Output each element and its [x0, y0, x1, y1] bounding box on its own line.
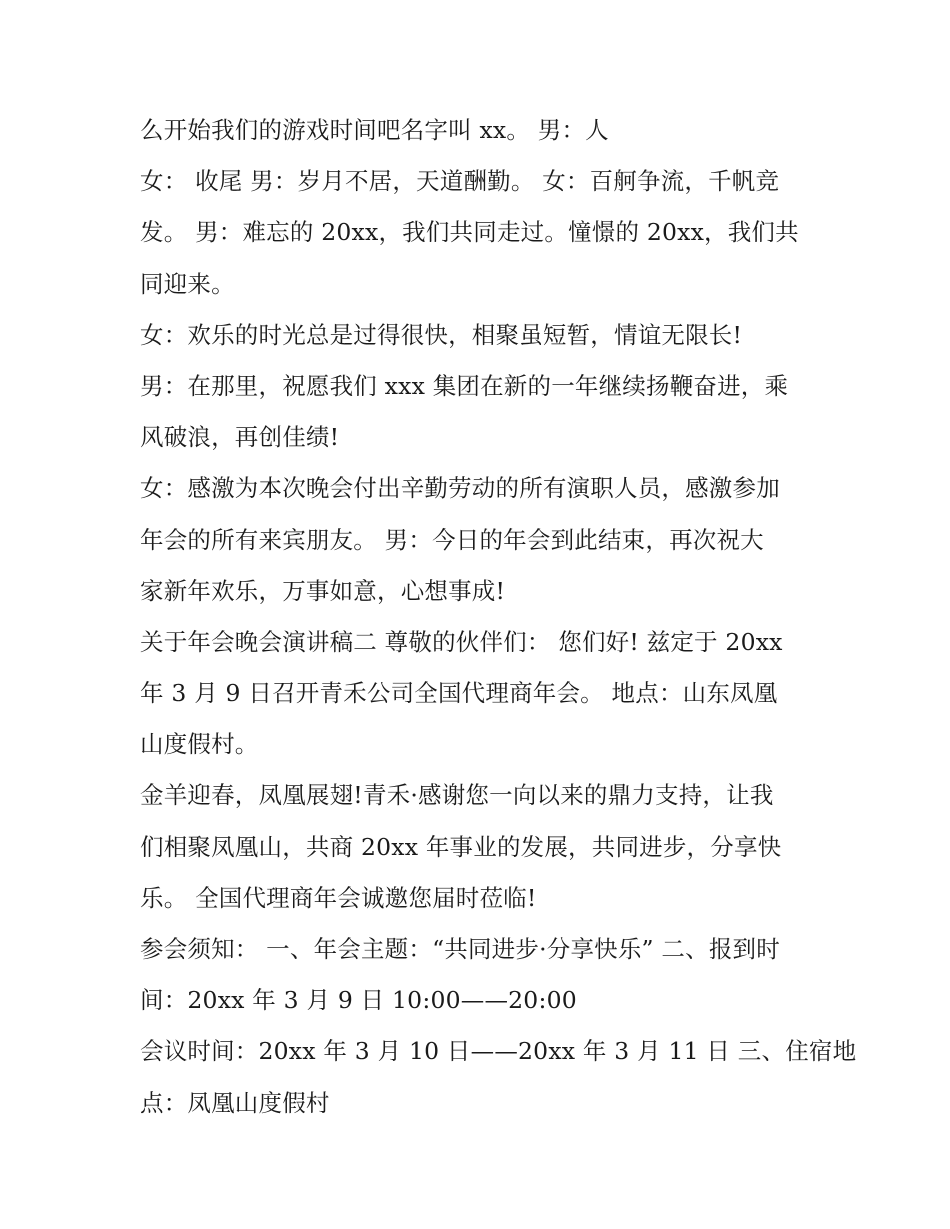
text-line: 同迎来。 — [140, 269, 235, 298]
text-line: 乐。 全国代理商年会诚邀您届时莅临! — [140, 883, 537, 912]
text-line: 们相聚凤凰山，共商 20xx 年事业的发展，共同进步，分享快 — [140, 832, 782, 861]
text-line: 发。 男：难忘的 20xx，我们共同走过。憧憬的 20xx，我们共 — [140, 218, 799, 247]
text-line: 女：感激为本次晚会付出辛勤劳动的所有演职人员，感激参加 — [140, 474, 780, 503]
text-line: 么开始我们的游戏时间吧名字叫 xx。 男：人 — [140, 116, 609, 144]
text-line: 家新年欢乐，万事如意，心想事成! — [140, 576, 506, 605]
text-line: 金羊迎春，凤凰展翅!青禾·感谢您一向以来的鼎力支持，让我 — [140, 781, 774, 810]
text-line: 间：20xx 年 3 月 9 日 10:00——20:00 — [140, 986, 577, 1015]
text-line: 关于年会晚会演讲稿二 尊敬的伙伴们： 您们好! 兹定于 20xx — [140, 627, 783, 656]
text-line: 点：凤凰山度假村 — [140, 1088, 330, 1117]
text-line: 年会的所有来宾朋友。 男：今日的年会到此结束，再次祝大 — [140, 525, 764, 554]
text-line: 男：在那里，祝愿我们 xxx 集团在新的一年继续扬鞭奋进，乘 — [140, 371, 789, 400]
text-line: 女： 收尾 男：岁月不居，天道酬勤。 女：百舸争流，千帆竞 — [140, 167, 780, 196]
text-line: 山度假村。 — [140, 730, 259, 759]
text-line: 年 3 月 9 日召开青禾公司全国代理商年会。 地点：山东凤凰 — [140, 679, 778, 708]
text-line: 会议时间：20xx 年 3 月 10 日——20xx 年 3 月 11 日 三、住宿地 — [140, 1037, 857, 1066]
text-line: 风破浪，再创佳绩! — [140, 423, 340, 452]
text-line: 女：欢乐的时光总是过得很快，相聚虽短暂，情谊无限长! — [140, 320, 743, 349]
text-line: 参会须知： 一、年会主题：“共同进步·分享快乐” 二、报到时 — [140, 935, 780, 963]
document-body — [140, 108, 857, 1132]
